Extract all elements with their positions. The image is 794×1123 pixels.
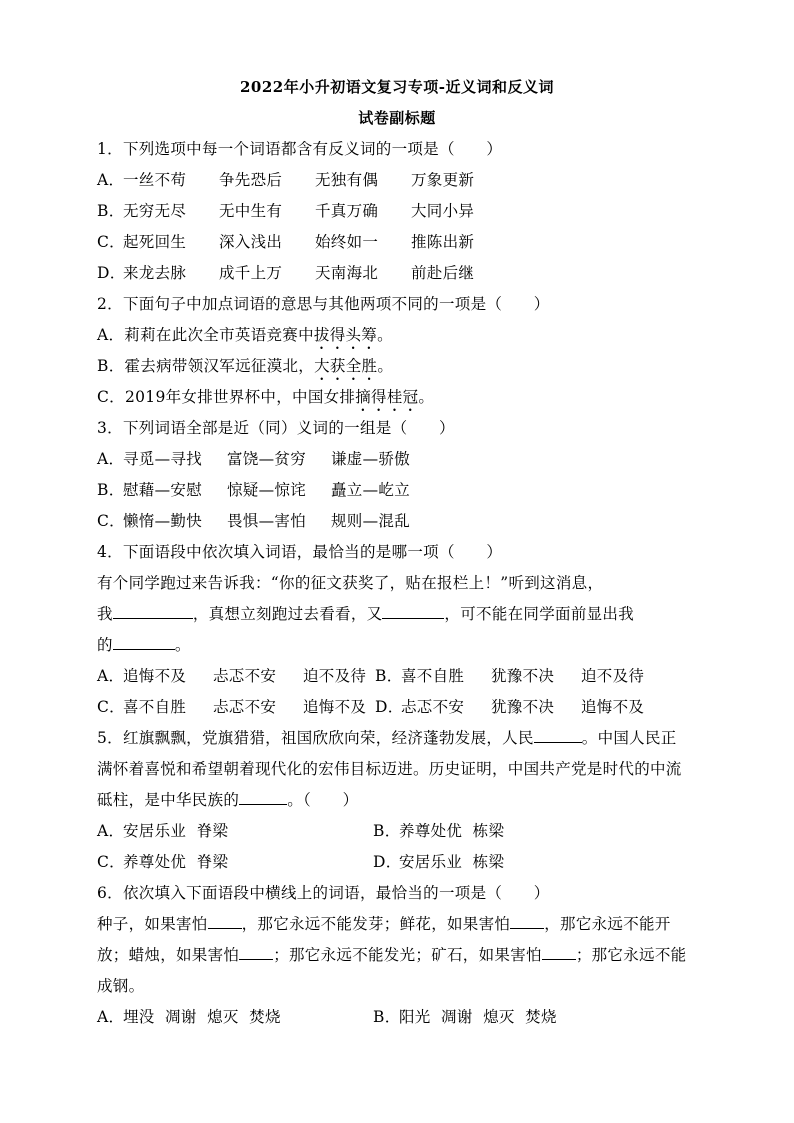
option-text: 阳光 凋谢 熄灭 焚烧: [399, 1008, 557, 1026]
passage-text: ，可不能在同学面前显出我: [444, 605, 635, 623]
option-word: 前赴后继: [411, 264, 475, 282]
question-6-passage-line-1: [97, 909, 707, 940]
option-word: 推陈出新: [411, 233, 475, 251]
question-4-options-row-2: [97, 692, 707, 723]
question-3-option-c: [97, 506, 707, 537]
passage-text: 。: [174, 636, 191, 654]
option-word: 犹豫不决: [491, 698, 555, 716]
question-2-stem: 2．下面句子中加点词语的意思与其他两项不同的一项是（ ）: [97, 295, 550, 313]
option-label: C．: [97, 698, 125, 716]
question-2-option-a: [97, 320, 707, 351]
question-6-option-a: [97, 1002, 373, 1033]
answer-blank[interactable]: [510, 910, 544, 929]
option-text: 霍去病带领汉军远征漠北，: [124, 357, 315, 375]
option-word: 忐忑不安: [401, 698, 465, 716]
option-label: B．: [97, 357, 125, 375]
option-text: 莉莉在此次全市英语竞赛中: [124, 326, 314, 344]
option-word: 追悔不及: [581, 698, 645, 716]
option-text: 埋没 凋谢 熄灭 焚烧: [123, 1008, 281, 1026]
option-word: 争先恐后: [219, 171, 283, 189]
dotted-phrase: 摘得桂冠: [355, 388, 419, 406]
question-3-option-b: [97, 475, 707, 506]
option-word-pair: 规则—混乱: [331, 512, 411, 530]
option-word: 一丝不苟: [123, 171, 187, 189]
passage-text: 砥柱，是中华民族的: [97, 791, 240, 809]
option-label: A．: [97, 171, 125, 189]
question-3-option-a: [97, 444, 707, 475]
passage-text: ，那它永远不能开: [544, 915, 671, 933]
answer-blank[interactable]: [239, 941, 273, 960]
question-5-line-2: 满怀着喜悦和希望朝着现代化的宏伟目标迈进。历史证明，中国共产党是时代的中流: [97, 760, 682, 778]
question-2-option-c: [97, 382, 707, 413]
option-word-pair: 慰藉—安慰: [123, 481, 203, 499]
option-label: D．: [373, 853, 402, 871]
answer-blank[interactable]: [534, 724, 582, 743]
option-text-end: 。: [377, 326, 393, 344]
passage-text: 的: [97, 636, 113, 654]
question-4-passage-line-1: 有个同学跑过来告诉我：“你的征文获奖了，贴在报栏上！”听到这消息，: [97, 574, 604, 592]
question-5-option-c: [97, 847, 373, 878]
option-word: 来龙去脉: [123, 264, 187, 282]
question-2-option-b: [97, 351, 707, 382]
option-label: A．: [97, 822, 125, 840]
option-text: 安居乐业 栋梁: [399, 853, 505, 871]
option-label: A．: [97, 326, 125, 344]
question-4-stem: 4．下面语段中依次填入词语，最恰当的是哪一项（ ）: [97, 543, 503, 561]
document-title: 2022年小升初语文复习专项-近义词和反义词: [240, 78, 554, 96]
question-6-options-row-1: [97, 1002, 707, 1033]
option-word: 追悔不及: [123, 667, 187, 685]
option-word: 追悔不及: [303, 698, 367, 716]
option-word: 忐忑不安: [213, 667, 277, 685]
option-label: C．: [97, 853, 125, 871]
passage-text: ；那它永远不能发光；矿石，如果害怕: [273, 946, 542, 964]
option-text: 2019年女排世界杯中，中国女排: [124, 388, 356, 406]
option-label: D．: [97, 264, 126, 282]
option-word: 喜不自胜: [123, 698, 187, 716]
question-5-options-row-1: [97, 816, 707, 847]
option-text: 养尊处优 脊梁: [123, 853, 229, 871]
option-word: 始终如一: [315, 233, 379, 251]
option-word-pair: 矗立—屹立: [331, 481, 411, 499]
option-word-pair: 懒惰—勤快: [123, 512, 203, 530]
question-5-option-a: [97, 816, 373, 847]
passage-text: 。（ ）: [287, 791, 359, 809]
answer-blank[interactable]: [113, 631, 175, 650]
option-label: C．: [97, 233, 125, 251]
passage-text: 5．红旗飘飘，党旗猎猎，祖国欣欣向荣，经济蓬勃发展，人民: [97, 729, 534, 747]
dotted-phrase: 大获全胜: [314, 357, 378, 375]
dotted-phrase: 拔得头筹: [313, 326, 378, 344]
passage-text: 种子，如果害怕: [97, 915, 208, 933]
option-word: 天南海北: [315, 264, 379, 282]
question-6-passage-line-3: 成钢。: [97, 977, 145, 995]
question-6-stem: 6．依次填入下面语段中横线上的词语，最恰当的一项是（ ）: [97, 884, 550, 902]
option-word-pair: 谦虚—骄傲: [331, 450, 411, 468]
answer-blank[interactable]: [208, 910, 242, 929]
option-word: 无中生有: [219, 202, 283, 220]
option-word-pair: 畏惧—害怕: [227, 512, 307, 530]
question-6-option-b: [373, 1002, 649, 1033]
question-4-passage-line-2: [97, 599, 707, 630]
passage-text: 。中国人民正: [581, 729, 677, 747]
option-label: C．: [97, 388, 125, 406]
option-word: 成千上万: [219, 264, 283, 282]
passage-text: 我: [97, 605, 113, 623]
answer-blank[interactable]: [113, 600, 193, 619]
option-word: 千真万确: [315, 202, 379, 220]
option-label: B．: [373, 1008, 401, 1026]
question-4-options-row-1: [97, 661, 707, 692]
option-word: 喜不自胜: [401, 667, 465, 685]
passage-text: ，那它永远不能发芽；鲜花，如果害怕: [241, 915, 511, 933]
answer-blank[interactable]: [239, 786, 287, 805]
option-word: 大同小异: [411, 202, 475, 220]
question-1-option-b: [97, 196, 707, 227]
question-5-options-row-2: [97, 847, 707, 878]
option-label: B．: [375, 667, 403, 685]
question-5-option-b: [373, 816, 649, 847]
question-1-option-a: [97, 165, 707, 196]
answer-blank[interactable]: [542, 941, 576, 960]
option-word: 深入浅出: [219, 233, 283, 251]
option-text: 养尊处优 栋梁: [399, 822, 505, 840]
question-5-option-d: [373, 847, 649, 878]
question-1-option-d: [97, 258, 707, 289]
question-4-passage-line-3: [97, 630, 707, 661]
option-word: 迫不及待: [581, 667, 645, 685]
option-label: A．: [97, 450, 125, 468]
question-5-line-3: [97, 785, 707, 816]
option-label: B．: [373, 822, 401, 840]
option-word: 忐忑不安: [213, 698, 277, 716]
option-word: 无穷无尽: [123, 202, 187, 220]
option-label: A．: [97, 1008, 125, 1026]
option-text-end: 。: [377, 357, 394, 375]
question-6-passage-line-2: [97, 940, 707, 971]
option-label: D．: [375, 698, 404, 716]
question-5-line-1: [97, 723, 707, 754]
option-text: 安居乐业 脊梁: [123, 822, 229, 840]
option-word: 万象更新: [411, 171, 475, 189]
question-list: [97, 134, 707, 1033]
option-word-pair: 富饶—贫穷: [227, 450, 307, 468]
document-subtitle: 试卷副标题: [358, 109, 436, 127]
question-3-stem: 3．下列词语全部是近（同）义词的一组是（ ）: [97, 419, 455, 437]
passage-text: ；那它永远不能: [575, 946, 687, 964]
option-label: B．: [97, 481, 125, 499]
option-label: A．: [97, 667, 125, 685]
option-label: C．: [97, 512, 125, 530]
option-word-pair: 寻觅—寻找: [123, 450, 203, 468]
option-word: 无独有偶: [315, 171, 379, 189]
passage-text: ，真想立刻跑过去看看，又: [192, 605, 383, 623]
question-1-stem: 1．下列选项中每一个词语都含有反义词的一项是（ ）: [97, 140, 503, 158]
option-word: 起死回生: [123, 233, 187, 251]
option-text-end: 。: [418, 388, 435, 406]
question-1-option-c: [97, 227, 707, 258]
option-word: 犹豫不决: [491, 667, 555, 685]
option-label: B．: [97, 202, 125, 220]
option-word-pair: 惊疑—惊诧: [227, 481, 307, 499]
option-word: 迫不及待: [303, 667, 367, 685]
answer-blank[interactable]: [382, 600, 444, 619]
passage-text: 放；蜡烛，如果害怕: [97, 946, 240, 964]
